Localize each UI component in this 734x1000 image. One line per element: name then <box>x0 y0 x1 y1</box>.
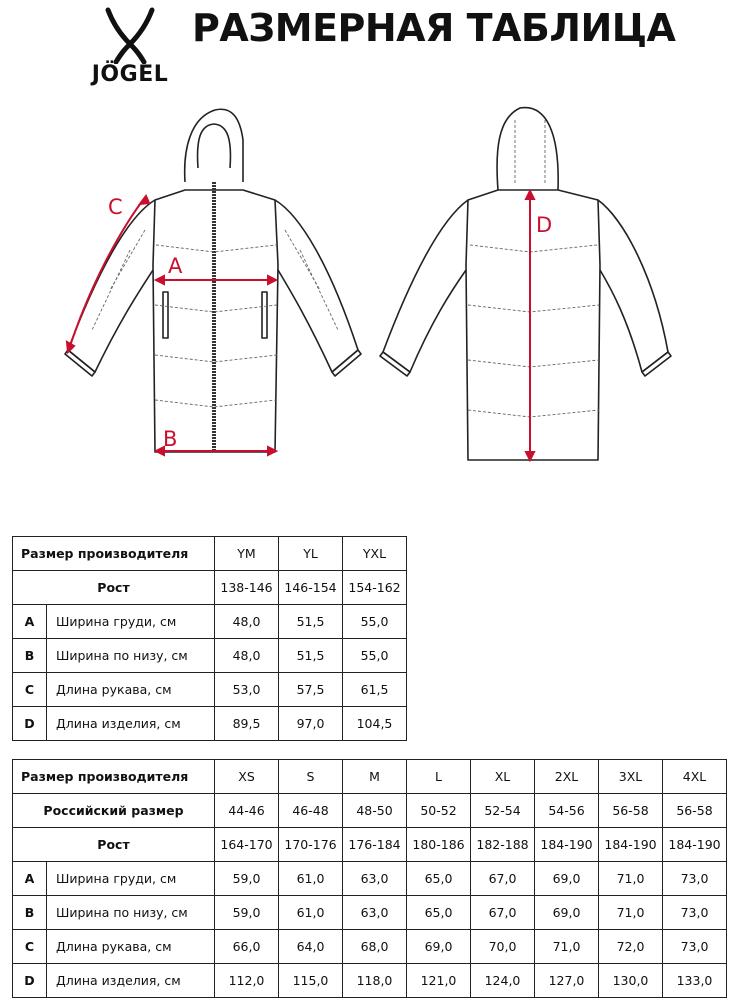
value-cell: 55,0 <box>343 605 407 639</box>
height-cell: 138-146 <box>215 571 279 605</box>
value-cell: 69,0 <box>535 862 599 896</box>
table-row <box>13 673 407 707</box>
value-cell: 55,0 <box>343 639 407 673</box>
table-row <box>13 605 407 639</box>
row-letter: B <box>13 639 47 673</box>
value-cell: 48,0 <box>215 605 279 639</box>
size-cell: YM <box>215 537 279 571</box>
value-cell: 48,0 <box>215 639 279 673</box>
russian-size-cell: 48-50 <box>343 794 407 828</box>
value-cell: 72,0 <box>599 930 663 964</box>
header-label: Размер производителя <box>13 760 215 794</box>
value-cell: 61,5 <box>343 673 407 707</box>
row-letter: C <box>13 930 47 964</box>
value-cell: 68,0 <box>343 930 407 964</box>
value-cell: 71,0 <box>599 896 663 930</box>
value-cell: 59,0 <box>215 896 279 930</box>
value-cell: 97,0 <box>279 707 343 741</box>
value-cell: 124,0 <box>471 964 535 998</box>
size-cell: YL <box>279 537 343 571</box>
size-table-adult <box>12 759 727 998</box>
row-name: Длина рукава, см <box>47 930 215 964</box>
value-cell: 51,5 <box>279 605 343 639</box>
value-cell: 63,0 <box>343 862 407 896</box>
jogel-emblem-icon <box>80 4 180 64</box>
height-cell: 184-190 <box>535 828 599 862</box>
value-cell: 63,0 <box>343 896 407 930</box>
value-cell: 73,0 <box>663 896 727 930</box>
russian-size-cell: 50-52 <box>407 794 471 828</box>
height-cell: 184-190 <box>663 828 727 862</box>
value-cell: 73,0 <box>663 862 727 896</box>
size-table-youth <box>12 536 407 741</box>
table-row <box>13 828 727 862</box>
jacket-size-diagram <box>0 95 734 495</box>
marker-a: A <box>168 254 183 278</box>
size-cell: 4XL <box>663 760 727 794</box>
row-name: Ширина груди, см <box>47 605 215 639</box>
row-name: Ширина груди, см <box>47 862 215 896</box>
height-cell: 146-154 <box>279 571 343 605</box>
row-name: Длина рукава, см <box>47 673 215 707</box>
table-row <box>13 930 727 964</box>
russian-size-cell: 46-48 <box>279 794 343 828</box>
russian-size-cell: 52-54 <box>471 794 535 828</box>
value-cell: 115,0 <box>279 964 343 998</box>
table-row <box>13 537 407 571</box>
measurement-arrows <box>67 191 534 460</box>
table-row <box>13 707 407 741</box>
value-cell: 104,5 <box>343 707 407 741</box>
value-cell: 71,0 <box>535 930 599 964</box>
size-cell: S <box>279 760 343 794</box>
value-cell: 64,0 <box>279 930 343 964</box>
marker-b: B <box>163 427 178 451</box>
height-cell: 182-188 <box>471 828 535 862</box>
value-cell: 71,0 <box>599 862 663 896</box>
row-letter: A <box>13 605 47 639</box>
size-cell: 3XL <box>599 760 663 794</box>
russian-size-cell: 54-56 <box>535 794 599 828</box>
value-cell: 127,0 <box>535 964 599 998</box>
value-cell: 53,0 <box>215 673 279 707</box>
value-cell: 57,5 <box>279 673 343 707</box>
value-cell: 112,0 <box>215 964 279 998</box>
size-cell: XS <box>215 760 279 794</box>
page-title: РАЗМЕРНАЯ ТАБЛИЦА <box>192 6 676 50</box>
table-row <box>13 964 727 998</box>
row-letter: A <box>13 862 47 896</box>
value-cell: 65,0 <box>407 862 471 896</box>
jacket-back-view <box>380 108 671 460</box>
russian-size-cell: 44-46 <box>215 794 279 828</box>
value-cell: 67,0 <box>471 862 535 896</box>
brand-name: JÖGEL <box>91 62 169 87</box>
height-cell: 170-176 <box>279 828 343 862</box>
table-row <box>13 760 727 794</box>
size-cell: 2XL <box>535 760 599 794</box>
value-cell: 118,0 <box>343 964 407 998</box>
size-cell: M <box>343 760 407 794</box>
russian-size-cell: 56-58 <box>599 794 663 828</box>
value-cell: 65,0 <box>407 896 471 930</box>
height-cell: 184-190 <box>599 828 663 862</box>
value-cell: 66,0 <box>215 930 279 964</box>
height-cell: 176-184 <box>343 828 407 862</box>
size-cell: L <box>407 760 471 794</box>
value-cell: 69,0 <box>407 930 471 964</box>
russian-size-label: Российский размер <box>13 794 215 828</box>
value-cell: 121,0 <box>407 964 471 998</box>
size-cell: XL <box>471 760 535 794</box>
height-cell: 180-186 <box>407 828 471 862</box>
value-cell: 130,0 <box>599 964 663 998</box>
value-cell: 133,0 <box>663 964 727 998</box>
height-cell: 164-170 <box>215 828 279 862</box>
table-row <box>13 794 727 828</box>
brand-logo <box>80 4 180 94</box>
row-name: Длина изделия, см <box>47 964 215 998</box>
value-cell: 69,0 <box>535 896 599 930</box>
table-row <box>13 862 727 896</box>
row-name: Ширина по низу, см <box>47 639 215 673</box>
table-row <box>13 896 727 930</box>
value-cell: 67,0 <box>471 896 535 930</box>
height-label: Рост <box>13 828 215 862</box>
row-letter: B <box>13 896 47 930</box>
value-cell: 89,5 <box>215 707 279 741</box>
row-name: Ширина по низу, см <box>47 896 215 930</box>
value-cell: 59,0 <box>215 862 279 896</box>
value-cell: 61,0 <box>279 862 343 896</box>
row-letter: C <box>13 673 47 707</box>
russian-size-cell: 56-58 <box>663 794 727 828</box>
table-row <box>13 571 407 605</box>
row-name: Длина изделия, см <box>47 707 215 741</box>
height-label: Рост <box>13 571 215 605</box>
value-cell: 70,0 <box>471 930 535 964</box>
value-cell: 73,0 <box>663 930 727 964</box>
value-cell: 61,0 <box>279 896 343 930</box>
table-row <box>13 639 407 673</box>
size-cell: YXL <box>343 537 407 571</box>
value-cell: 51,5 <box>279 639 343 673</box>
height-cell: 154-162 <box>343 571 407 605</box>
marker-c: C <box>108 195 123 219</box>
header-label: Размер производителя <box>13 537 215 571</box>
marker-d: D <box>536 213 553 237</box>
row-letter: D <box>13 707 47 741</box>
row-letter: D <box>13 964 47 998</box>
